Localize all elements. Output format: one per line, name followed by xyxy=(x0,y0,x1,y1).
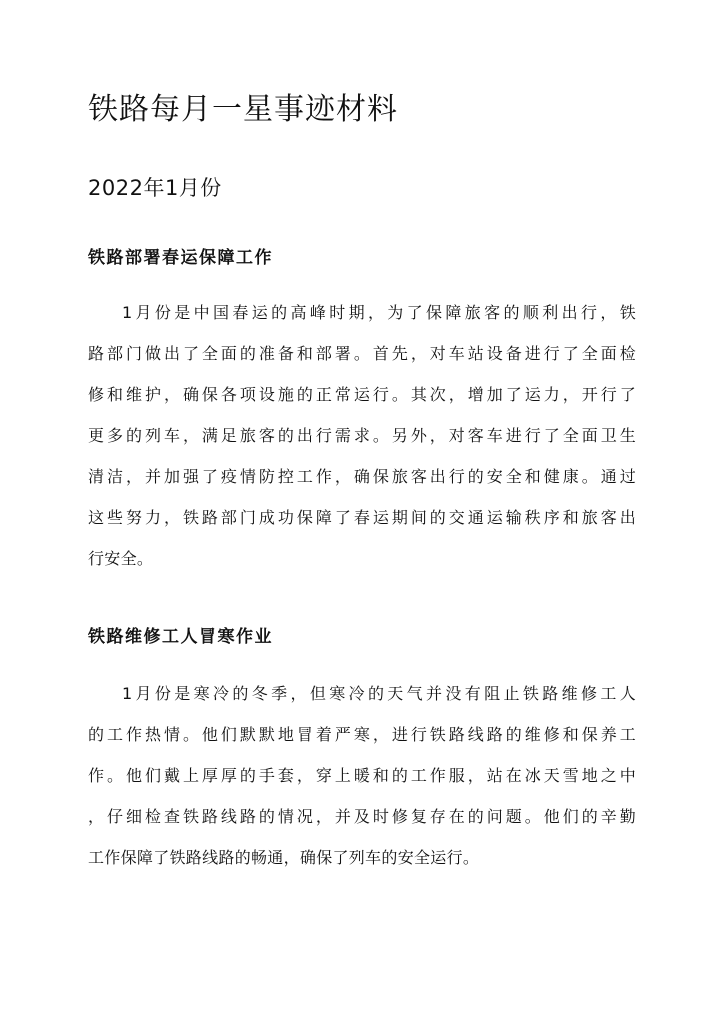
paragraph-line: 行安全。 xyxy=(88,549,154,568)
paragraph-line: 1月份是寒冷的冬季，但寒冷的天气并没有阻止铁路维修工人 xyxy=(122,684,636,703)
section-heading-spring-transport: 铁路部署春运保障工作 xyxy=(88,248,273,268)
paragraph-spring-transport xyxy=(88,292,636,579)
paragraph-line: 修和维护，确保各项设施的正常运行。其次，增加了运力，开行了 xyxy=(88,385,636,404)
paragraph-line: 这些努力，铁路部门成功保障了春运期间的交通运输秩序和旅客出 xyxy=(88,508,636,527)
month-heading: 2022年1月份 xyxy=(88,176,222,200)
paragraph-winter-maintenance xyxy=(88,673,636,878)
paragraph-line: 1月份是中国春运的高峰时期，为了保障旅客的顺利出行，铁 xyxy=(122,303,636,322)
section-heading-winter-maintenance: 铁路维修工人冒寒作业 xyxy=(88,627,273,647)
paragraph-line: ，仔细检查铁路线路的情况，并及时修复存在的问题。他们的辛勤 xyxy=(88,807,636,826)
paragraph-line: 工作保障了铁路线路的畅通，确保了列车的安全运行。 xyxy=(88,848,480,867)
document-title: 铁路每月一星事迹材料 xyxy=(88,92,398,127)
paragraph-line: 更多的列车，满足旅客的出行需求。另外，对客车进行了全面卫生 xyxy=(88,426,636,445)
paragraph-line: 作。他们戴上厚厚的手套，穿上暖和的工作服，站在冰天雪地之中 xyxy=(88,766,636,785)
paragraph-line: 路部门做出了全面的准备和部署。首先，对车站设备进行了全面检 xyxy=(88,344,636,363)
paragraph-line: 的工作热情。他们默默地冒着严寒，进行铁路线路的维修和保养工 xyxy=(88,725,636,744)
paragraph-line: 清洁，并加强了疫情防控工作，确保旅客出行的安全和健康。通过 xyxy=(88,467,636,486)
